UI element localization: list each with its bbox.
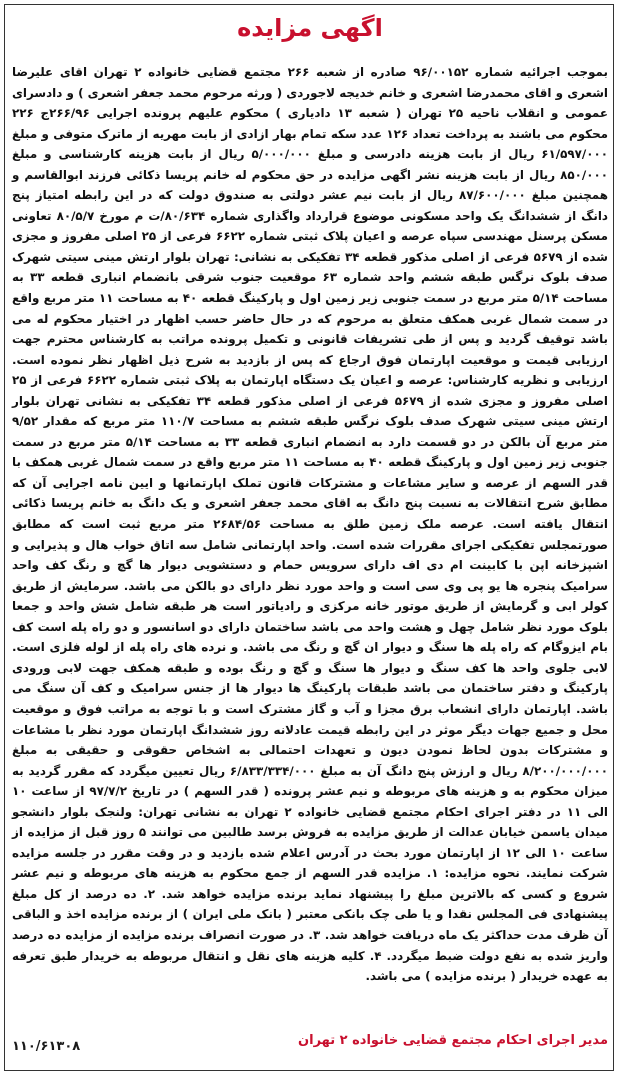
signature-line: مدیر اجرای احکام مجتمع قضایی خانواده ۲ تهران (298, 1033, 608, 1048)
notice-footer (12, 1033, 608, 1057)
notice-body: بموجب اجرائیه شماره ۹۶/۰۰۱۵۲ صادره از شعبه ۲۶۶ مجتمع قضایی خانواده ۲ تهران اقای علیرضا اشعری و اقای محمدرضا اشعری و خانم خدیجه لاجوردی ( ورثه مرحوم محمد جعفر اشعری ) و دادسرای عمومی و انقلاب ناحیه ۲۵ تهران ( شعبه ۱۳ دادیاری ) محکوم علیهم پرونده اجرایی ۲۶۶/۹۶ج ۲۲۶ محکوم می باشند به پرداخت تعداد ۱۲۶ عدد سکه تمام بهار ازادی از بابت مهریه از ماترک متوفی و مبلغ ۶۱/۵۹۷/۰۰۰ ریال از بابت هزینه دادرسی و مبلغ ۵/۰۰۰/۰۰۰ ریال از بابت هزینه کارشناسی و مبلغ ۸۵۰/۰۰۰ ریال از بابت هزینه نشر اگهی مزایده در حق محکوم له خانم پریسا ذکائی فرزند ابوالقاسم و همچنین مبلغ ۸۷/۶۰۰/۰۰۰ ریال از بابت نیم عشر دولتی به صندوق دولت که در این رابطه امتیاز پنج دانگ از ششدانگ یک واحد مسکونی موضوع قرارداد واگذاری شماره ۸۰/۶۳۴/ت م مورخ ۸۰/۵/۷ تعاونی مسکن پرسنل مهندسی سپاه عرصه و اعیان پلاک ثبتی شماره ۶۶۲۲ فرعی از ۲۵ اصلی مفروز و مجزی شده از ۵۶۷۹ فرعی از اصلی مذکور قطعه ۳۴ تفکیکی به نشانی: تهران بلوار ارتش مینی سیتی شهرک صدف بلوک نرگس طبقه ششم واحد شماره ۶۳ موقعیت جنوب شرقی بانضمام انباری قطعه ۳۳ به مساحت ۵/۱۴ متر مربع در سمت جنوبی زیر زمین اول و پارکینگ قطعه ۴۰ به مساحت ۱۱ متر مربع واقع در سمت شمال غربی همکف متعلق به مرحوم که در حال حاضر حسب اظهار در اختیار محکوم له می باشد توقیف گردید و پس از طی تشریفات قانونی و تکمیل پرونده مراتب به کارشناس محترم جهت ارزیابی قیمت و موقعیت اپارتمان فوق ارجاع که پس از بازدید به شرح ذیل اظهار نظر نموده است. ارزیابی و نظریه کارشناس: عرصه و اعیان یک دستگاه اپارتمان به پلاک ثبتی شماره ۶۶۲۲ فرعی از ۲۵ اصلی مفروز و مجزی شده از ۵۶۷۹ فرعی از اصلی مذکور قطعه ۳۴ تفکیکی به نشانی تهران بلوار ارتش مینی سیتی شهرک صدف بلوک نرگس طبقه ششم به مساحت ۱۱۰/۷ متر مربع که مقدار ۹/۵۲ متر مربع آن بالکن در دو قسمت دارد به انضمام انباری قطعه ۳۳ به مساحت ۵/۱۴ متر مربع در سمت جنوبی زیر زمین اول و پارکینگ قطعه ۴۰ به مساحت ۱۱ متر مربع واقع در سمت شمال غربی همکف با قدر السهم از عرصه و سایر مشاعات و مشترکات قانون تملک اپارتمانها و ایین نامه اجرایی آن که مطابق شرح انتقالات به نسبت پنج دانگ به اقای محمد جعفر اشعری و یک دانگ به خانم پریسا ذکائی انتقال یافته است. عرصه ملک زمین طلق به مساحت ۲۶۸۴/۵۶ متر مربع ثبت است که مطابق صورتمجلس تفکیکی اجرای مقررات شده است. واحد اپارتمانی شامل سه اتاق خواب هال و پذیرایی و اشپزخانه اپن با کابینت ام دی اف دارای سرویس حمام و دستشویی دیوار ها گچ و رنگ کف واحد سرامیک پنجره ها یو پی وی سی است و واحد مورد نظر دارای دو بالکن می باشد. سرمایش از طریق کولر ابی و گرمایش از طریق موتور خانه مرکزی و رادیاتور است هر طبقه شامل شش واحد و جمعا بلوک مورد نظر شامل چهل و هشت واحد می باشد ساختمان دارای دو اسانسور و دو راه پله است کف بام ایزوگام که راه پله ها سنگ و دیوار ان گچ و رنگ می باشد. و نرده های راه پله از لوله فلزی است. لابی جلوی واحد ها کف سنگ و دیوار ها سنگ و گچ و رنگ بوده و طبقه همکف جهت لابی ورودی پارکینگ و دفتر ساختمان می باشد طبقات پارکینگ ها دیوار ها از جنس سرامیک و کف آن سنگ می باشد. اپارتمان دارای انشعاب برق مجزا و آب و گاز مشترک است و با توجه به مراتب فوق و موقعیت محل و جمیع جهات دیگر موثر در این رابطه قیمت عادلانه روز ششدانگ اپارتمان مورد نظر با مشاعات و مشترکات بدون لحاظ نمودن دیون و تعهدات احتمالی به اشخاص حقوقی و حقیقی به مبلغ ۸/۲۰۰/۰۰۰/۰۰۰ ریال و ارزش پنج دانگ آن به مبلغ ۶/۸۳۳/۳۳۴/۰۰۰ ریال تعیین میگردد که مقرر گردید به میزان محکوم به و هزینه های مربوطه و نیم عشر پرونده ( قدر السهم ) در تاریخ ۹۷/۷/۲ از ساعت ۱۰ الی ۱۱ در دفتر اجرای احکام مجتمع قضایی خانواده ۲ تهران به نشانی تهران: ولنجک بلوار دانشجو میدان یاسمن خیابان عدالت از طریق مزایده به فروش برسد طالبین می توانند ۵ روز قبل از مزایده از ساعت ۱۰ الی ۱۲ از اپارتمان مورد بحث در آدرس اعلام شده بازدید و در وقت مقرر در جلسه مزایده شرکت نمایند. نحوه مزایده: ۱. مزایده قدر السهم از جمع محکوم به هزینه های مربوطه و نیم عشر شروع و کسی که بالاترین مبلغ را پیشنهاد نماید برنده مزایده خواهد شد. ۲. ده درصد از کل مبلغ پیشنهادی فی المجلس نقدا و یا طی چک بانکی معتبر ( بانک ملی ایران ) از برنده مزایده اخذ و الباقی آن ظرف مدت حداکثر یک ماه دریافت خواهد شد. ۳. در صورت انصراف برنده مزایده از مزایده ده درصد واریز شده به نفع دولت ضبط میگردد. ۴. کلیه هزینه های نقل و انتقال مربوطه به خریدار طبق تعرفه به عهده خریدار ( برنده مزایده ) می باشد. (12, 65, 609, 984)
notice-code: ۱۱۰/۶۱۳۰۸ (12, 1039, 81, 1054)
notice-title: اگهی مزایده (237, 14, 383, 42)
